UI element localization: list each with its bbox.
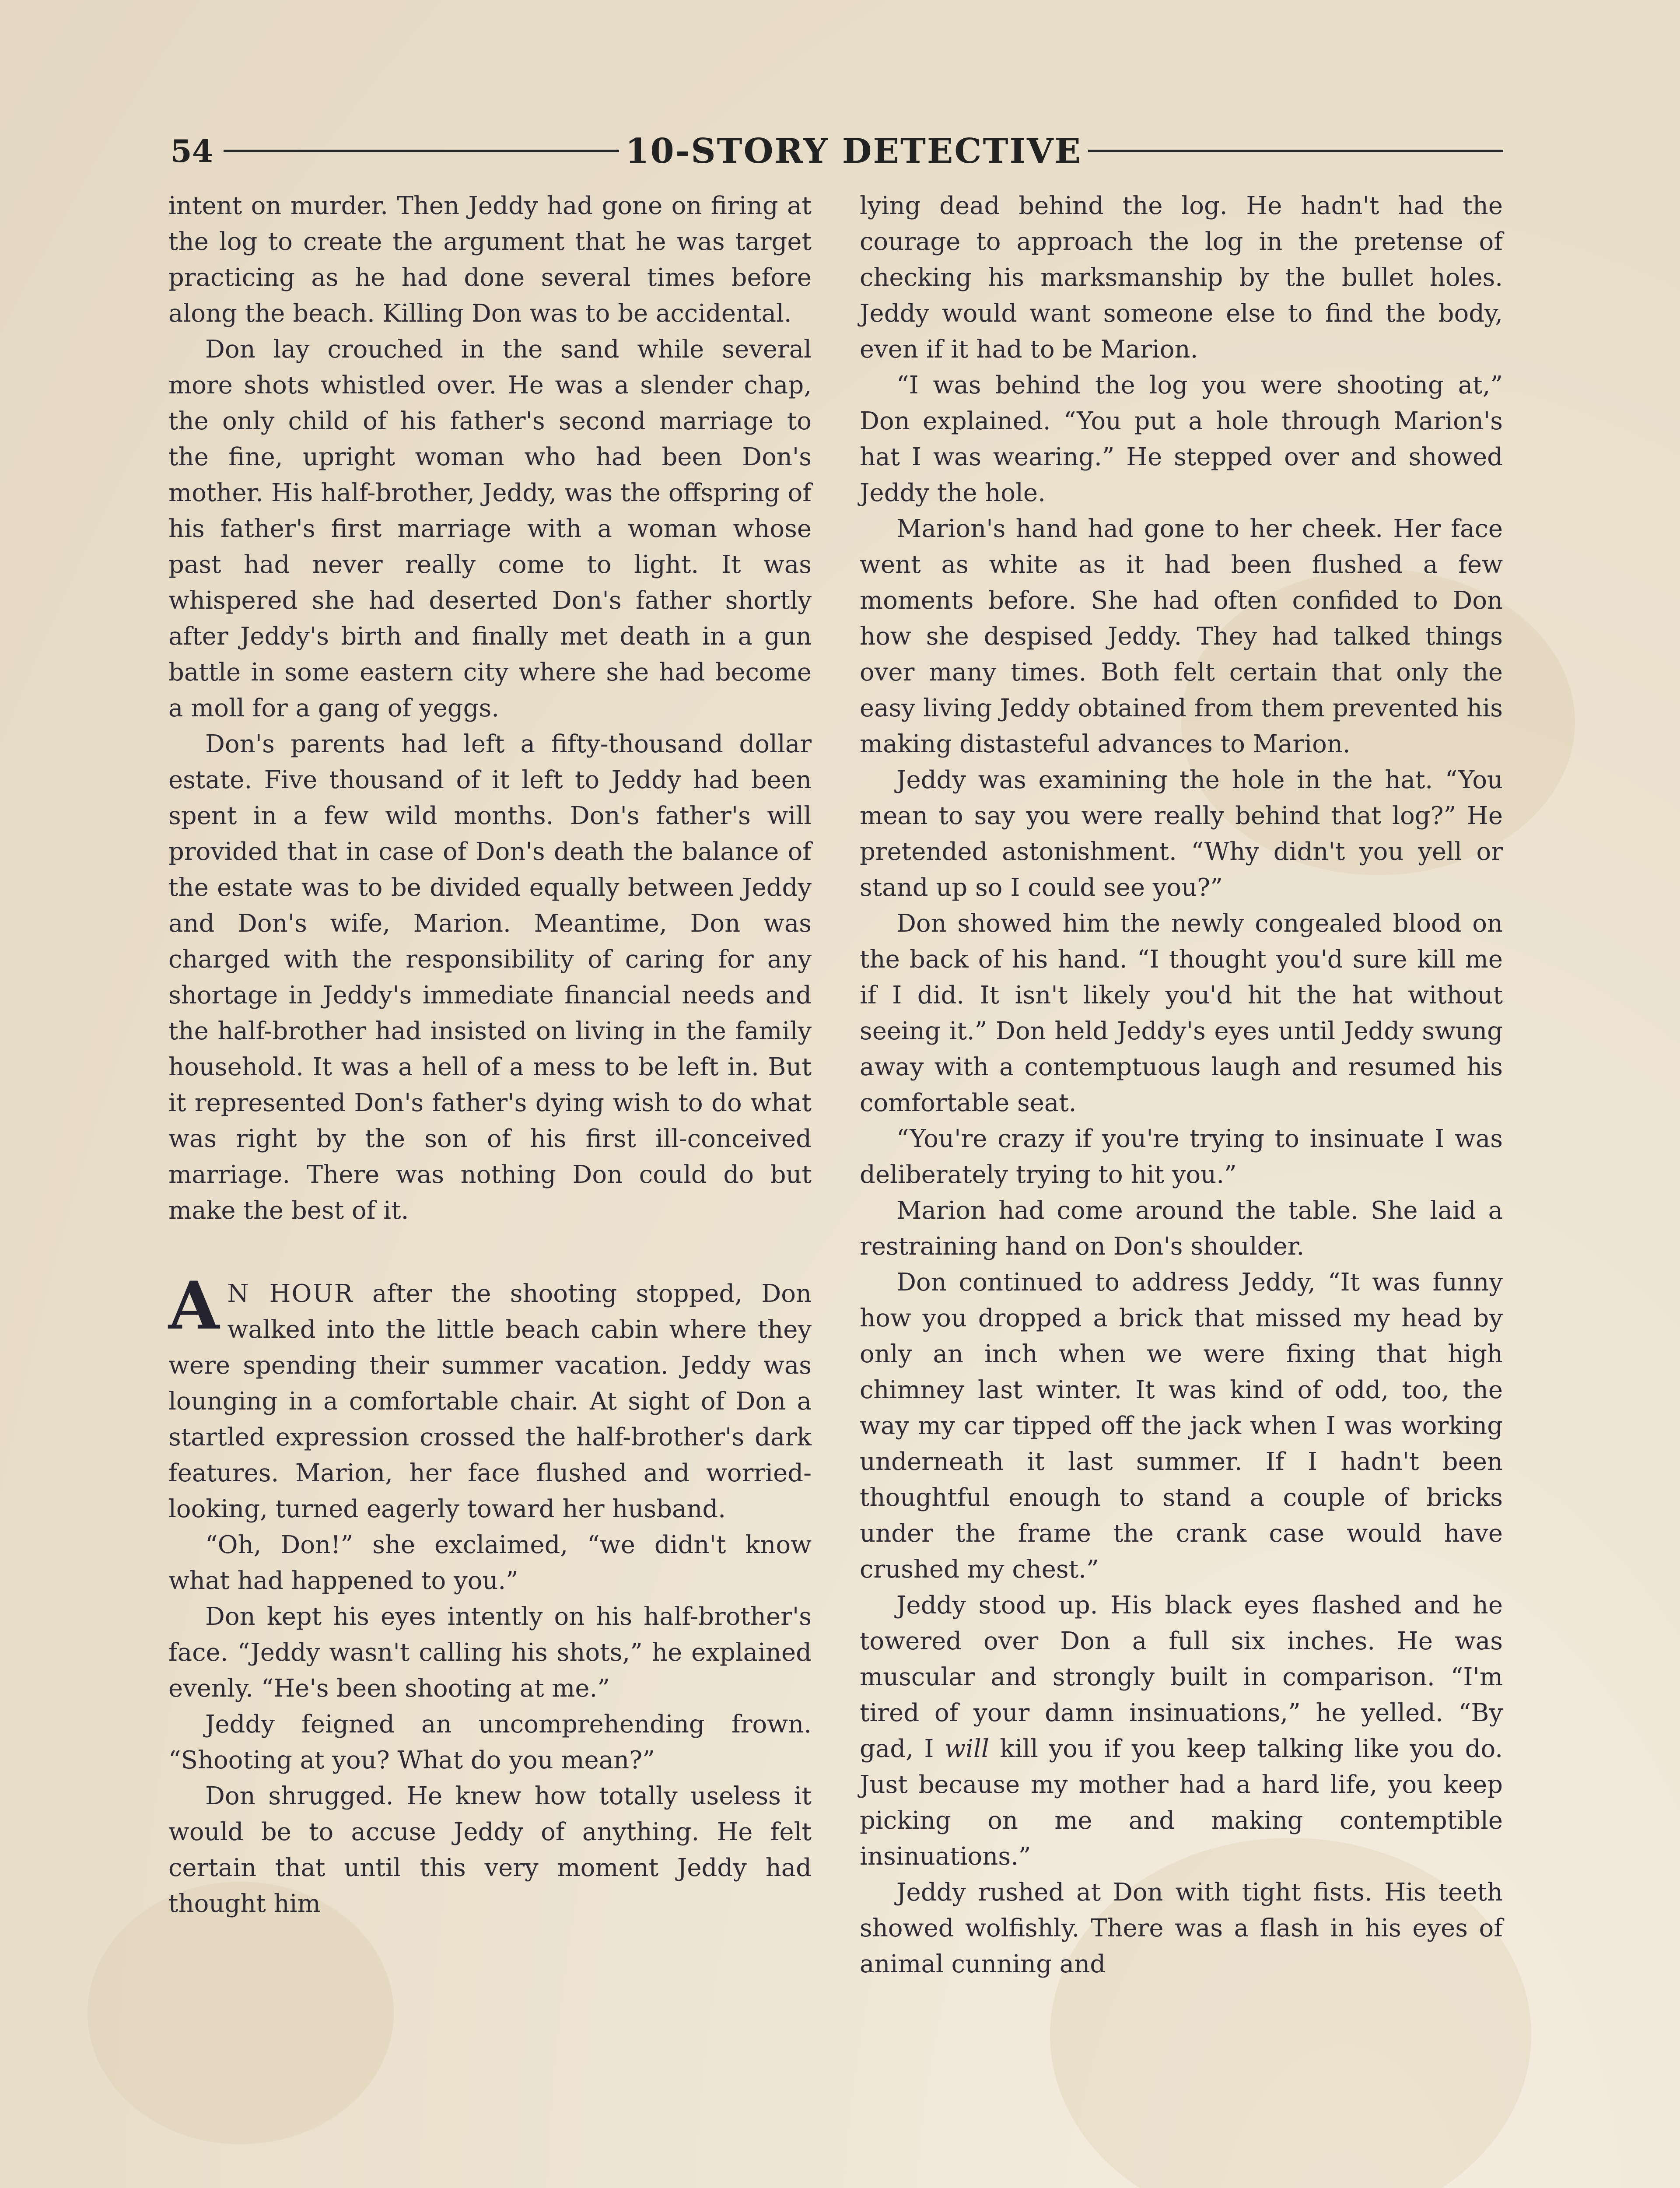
paragraph-text: kill you if you keep talking like you do. Just because my mother had a hard life, you keep picking on me and making contemptible insinuations.” (860, 1735, 1503, 1871)
page-header (171, 127, 1509, 175)
page-number: 54 (171, 133, 214, 169)
paragraph: “I was behind the log you were shooting at,” Don explained. “You put a hole through Marion's hat I was wearing.” He stepped over and showed Jeddy the hole. (860, 371, 1503, 507)
paragraph: Don lay crouched in the sand while several more shots whistled over. He was a slender chap, the only child of his father's second marriage to the fine, upright woman who had been Don's mother. His half-brother, Jeddy, was the offspring of his father's first marriage with a woman whose past had never really come to light. It was whispered she had deserted Don's father shortly after Jeddy's birth and finally met death in a gun battle in some eastern city where she had become a moll for a gang of yeggs. (168, 335, 812, 722)
left-column (168, 188, 812, 1922)
paragraph: Jeddy feigned an uncomprehending frown. “Shooting at you? What do you mean?” (168, 1710, 812, 1774)
paragraph: Jeddy rushed at Don with tight fists. His teeth showed wolfishly. There was a flash in his eyes of animal cunning and (860, 1878, 1503, 1978)
paragraph: Don shrugged. He knew how totally useless it would be to accuse Jeddy of anything. He felt certain that until this very moment Jeddy had thought him (168, 1782, 812, 1918)
paragraph-text: after the shooting stopped, Don walked into the little beach cabin where they were spending their summer vacation. Jeddy was lounging in a comfortable chair. At sight of Don a startled expression crossed the half-brother's dark features. Marion, her face flushed and worried-looking, turned eagerly toward her husband. (168, 1280, 812, 1523)
header-rule-left (224, 150, 619, 152)
running-title: 10-STORY DETECTIVE (625, 131, 1082, 171)
right-column (860, 188, 1503, 1982)
emphasis: will (945, 1735, 989, 1763)
paragraph (860, 1588, 1503, 1875)
paragraph: Marion's hand had gone to her cheek. Her face went as white as it had been flushed a few moments before. She had often confided to Don how she despised Jeddy. They had talked things over many times. Both felt certain that only the easy living Jeddy obtained from them prevented his making distasteful advances to Marion. (860, 515, 1503, 758)
paragraph: Don showed him the newly congealed blood on the back of his hand. “I thought you'd sure kill me if I did. It isn't likely you'd hit the hat without seeing it.” Don held Jeddy's eyes until Jeddy swung away with a contemptuous laugh and resumed his comfortable seat. (860, 909, 1503, 1117)
paragraph: Jeddy was examining the hole in the hat. “You mean to say you were really behind that log?” He pretended astonishment. “Why didn't you yell or stand up so I could see you?” (860, 766, 1503, 902)
paragraph: “Oh, Don!” she exclaimed, “we didn't know what had happened to you.” (168, 1531, 812, 1595)
small-caps-lead: N HOUR (227, 1280, 354, 1308)
paragraph: Marion had come around the table. She laid a restraining hand on Don's shoulder. (860, 1196, 1503, 1261)
paragraph: “You're crazy if you're trying to insinuate I was deliberately trying to hit you.” (860, 1125, 1503, 1189)
paragraph: Don's parents had left a fifty-thousand dollar estate. Five thousand of it left to Jeddy had been spent in a few wild months. Don's father's will provided that in case of Don's death the balance of the estate was to be divided equally between Jeddy and Don's wife, Marion. Meantime, Don was charged with the responsibility of caring for any shortage in Jeddy's immediate financial needs and the half-brother had insisted on living in the family household. It was a hell of a mess to be left in. But it represented Don's father's dying wish to do what was right by the son of his first ill-conceived marriage. There was nothing Don could do but make the best of it. (168, 730, 812, 1225)
paragraph: lying dead behind the log. He hadn't had the courage to approach the log in the pretense of checking his marksmanship by the bullet holes. Jeddy would want someone else to find the body, even if it had to be Marion. (860, 192, 1503, 364)
paragraph: intent on murder. Then Jeddy had gone on firing at the log to create the argument that he was target practicing as he had done several times before along the beach. Killing Don was to be accidental. (168, 192, 812, 328)
paragraph-text: Jeddy stood up. His black eyes flashed and he towered over Don a full six inches. He was muscular and strongly built in comparison. “I'm tired of your damn insinuations,” he yelled. “By gad, I (860, 1591, 1503, 1763)
header-rule-right (1088, 150, 1503, 152)
drop-cap: A (168, 1267, 220, 1344)
paragraph: Don kept his eyes intently on his half-brother's face. “Jeddy wasn't calling his shots,” he explained evenly. “He's been shooting at me.” (168, 1602, 812, 1703)
section-start-paragraph (168, 1267, 812, 1527)
paragraph: Don continued to address Jeddy, “It was funny how you dropped a brick that missed my head by only an inch when we were fixing that high chimney last winter. It was kind of odd, too, the way my car tipped off the jack when I was working underneath it last summer. If I hadn't been thoughtful enough to stand a couple of bricks under the frame the crank case would have crushed my chest.” (860, 1268, 1503, 1584)
